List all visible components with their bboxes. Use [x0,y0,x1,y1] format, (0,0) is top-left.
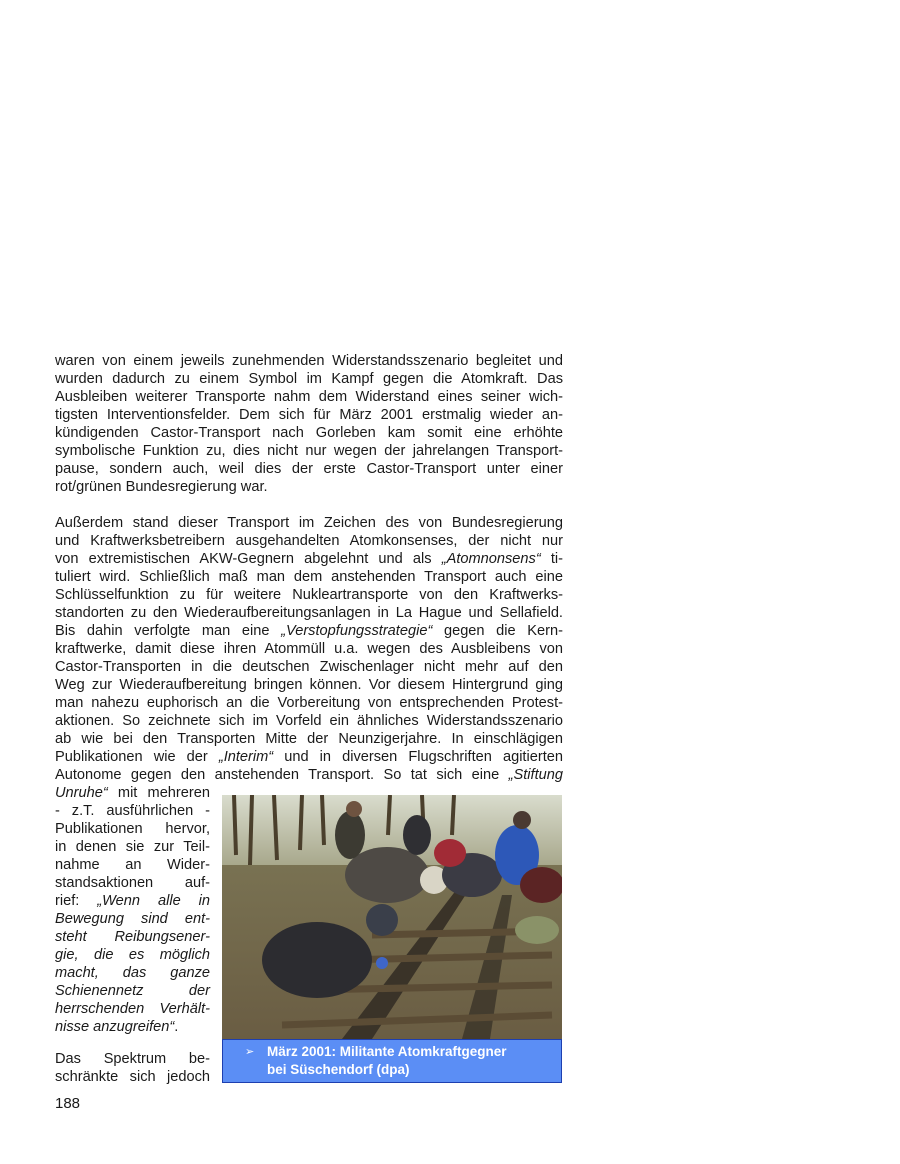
quote-atomnonsens: „Atomnonsens“ [441,551,541,567]
text-line: Ausbleiben weiterer Transporte nahm dem Widerstand eines seiner wich- [55,389,563,405]
text-line [55,928,210,946]
paragraph-2 [55,514,563,784]
quote-stiftung: „Stiftung [508,767,563,783]
text-line [55,748,563,766]
quote-span: Bewegung sind ent- [55,911,210,927]
quote-span: Schienennetz der [55,983,210,999]
text-line: in denen sie zur Teil- [55,839,210,855]
caption-line-1: März 2001: Militante Atomkraftgegner [267,1044,507,1059]
text-line: nahme an Wider- [55,857,210,873]
text-line: schränkte sich jedoch [55,1069,210,1085]
text-line [55,892,210,910]
side-column-text [55,784,210,1036]
text-line: aktionen. So zeichnete sich im Vorfeld ein ähnliches Widerstandsszenario [55,713,563,729]
text-span: mit mehreren [107,785,210,801]
arrow-bullet-icon: ➢ [245,1046,255,1058]
text-span: Bis dahin verfolgte man eine [55,623,282,639]
quote-verstopfungsstrategie: „Verstopfungsstrategie“ [281,623,433,639]
text-line [55,1000,210,1018]
text-line: pause, sondern auch, weil dies der erste Castor-Transport unter einer [55,461,563,477]
text-span: rief: [55,893,98,909]
text-span: Autonome gegen den anstehenden Transport. So tat sich eine [55,767,509,783]
text-line: Schlüsselfunktion zu für weitere Nukleartransporte von den Kraftwerks- [55,587,563,603]
quote-unruhe: Unruhe“ [55,785,108,801]
page-number: 188 [55,1095,81,1112]
text-line [55,550,563,568]
text-line: Weg zur Wiederaufbereitung bringen können. Vor diesem Hintergrund ging [55,677,563,693]
caption-line-2: bei Süschendorf (dpa) [267,1062,410,1077]
text-line: tigsten Interventionsfelder. Dem sich für März 2001 erstmalig wieder an- [55,407,563,423]
text-line: Castor-Transporten in die deutschen Zwischenlager nicht mehr auf den [55,659,563,675]
photo-caption [222,1039,562,1083]
quote-span: steht Reibungsener- [55,929,210,945]
text-line: - z.T. ausführlichen - [55,803,210,819]
text-line [55,766,563,784]
quote-span: nisse anzugreifen“ [55,1019,175,1035]
photo-illustration [222,795,562,1039]
text-span: ti- [540,551,563,567]
text-line: standsaktionen auf- [55,875,210,891]
text-line: standorten zu den Wiederaufbereitungsanlagen in La Hague und Sellafield. [55,605,563,621]
text-line: wurden dadurch zu einem Symbol im Kampf gegen die Atomkraft. Das [55,371,563,387]
text-line: symbolische Funktion zu, dies nicht nur wegen der jahrelangen Transport- [55,443,563,459]
text-line: tuliert wird. Schließlich maß man dem anstehenden Transport auch eine [55,569,563,585]
text-span: gegen die Kern- [432,623,563,639]
text-line: kündigenden Castor-Transport nach Gorleben kam somit eine erhöhte [55,425,563,441]
text-line: man nahezu euphorisch an die Vorbereitung von entsprechenden Protest- [55,695,563,711]
protest-photo [222,795,562,1039]
text-span: . [174,1019,179,1035]
text-line [55,910,210,928]
quote-span: macht, das ganze [55,965,210,981]
text-line: Außerdem stand dieser Transport im Zeichen des von Bundesregierung [55,515,563,531]
paragraph-1 [55,352,563,496]
text-line: kraftwerke, damit diese ihren Atommüll u.a. wegen des Ausbleibens von [55,641,563,657]
quote-span: gie, die es möglich [55,947,210,963]
text-line: Das Spektrum be- [55,1051,210,1067]
text-line [55,622,563,640]
quote-span: herrschenden Verhält- [55,1001,210,1017]
text-line [55,964,210,982]
text-span: und in diversen Flugschriften agitierten [273,749,563,765]
text-line: rot/grünen Bundesregierung war. [55,479,268,495]
spectrum-text [55,1050,210,1086]
text-line [55,982,210,1000]
quote-span: „Wenn alle in [97,893,211,909]
text-line [55,946,210,964]
text-line: Publikationen hervor, [55,821,210,837]
text-line: ab wie bei den Transporten Mitte der Neunzigerjahre. In einschlägigen [55,731,563,747]
text-span: Publikationen wie der [55,749,219,765]
quote-interim: „Interim“ [218,749,274,765]
text-span: von extremistischen AKW-Gegnern abgelehnt und als [55,551,442,567]
text-line: und Kraftwerksbetreibern ausgehandelten Atomkonsenses, der nicht nur [55,533,563,549]
text-line [55,1018,210,1036]
text-line [55,784,210,802]
text-line: waren von einem jeweils zunehmenden Widerstandsszenario begleitet und [55,353,563,369]
